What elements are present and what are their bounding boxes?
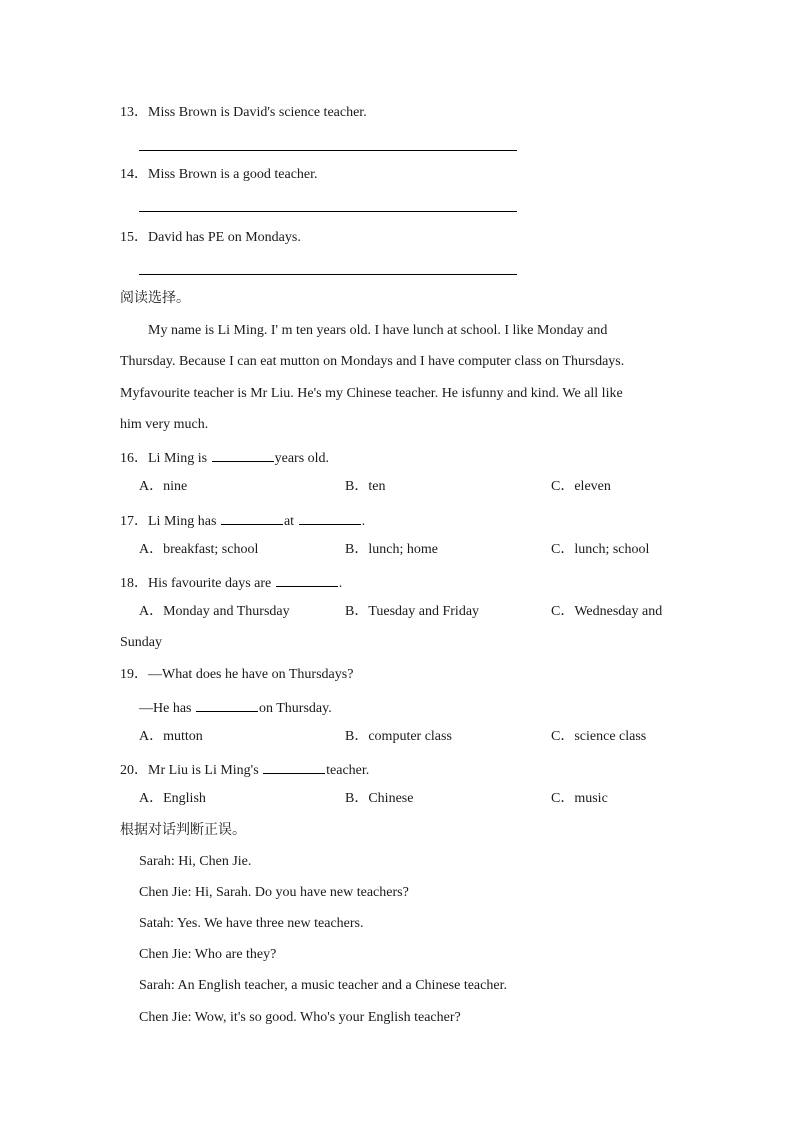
option-b[interactable]: B．Tuesday and Friday [345,604,480,619]
statement-text: David has PE on Mondays. [148,230,301,245]
dialogue-line: Chen Jie: Wow, it's so good. Who's your English teacher? [139,1010,461,1025]
option-a[interactable]: A．nine [139,479,188,494]
question-20 [120,759,369,780]
question-text: Li Ming has [148,514,220,529]
answer-blank[interactable] [196,697,258,712]
question-text: Mr Liu is Li Ming's [148,763,263,778]
statement-number: 15． [120,230,148,245]
option-a[interactable]: A．Monday and Thursday [139,604,290,619]
answer-line-15[interactable] [139,274,517,275]
question-17 [120,510,365,531]
answer-blank[interactable] [212,447,274,462]
passage-line: Thursday. Because I can eat mutton on Mondays and I have computer class on Thursdays. [120,354,625,369]
passage-line: My name is Li Ming. I' m ten years old. I have lunch at school. I like Monday and [148,323,608,338]
statement-text: Miss Brown is a good teacher. [148,167,318,182]
reading-heading: 阅读选择。 [120,290,190,306]
question-text: years old. [274,451,330,466]
question-text: teacher. [326,763,370,778]
question-text: —He has [139,701,195,716]
option-c[interactable]: C．eleven [551,479,611,494]
option-a[interactable]: A．English [139,791,206,806]
question-number: 20． [120,763,148,778]
statement-number: 13． [120,105,148,120]
option-a[interactable]: A．breakfast; school [139,542,259,557]
answer-blank[interactable] [263,759,325,774]
question-text: His favourite days are [148,576,275,591]
statement-13 [120,104,367,122]
statement-number: 14． [120,167,148,182]
answer-line-14[interactable] [139,211,517,212]
passage-line: him very much. [120,417,209,432]
question-text: on Thursday. [259,701,332,716]
answer-blank[interactable] [299,510,361,525]
question-text: at [283,514,298,529]
question-16 [120,447,329,468]
passage-line: Myfavourite teacher is Mr Liu. He's my Chinese teacher. He isfunny and kind. We all like [120,386,623,401]
option-c[interactable]: C．science class [551,729,647,744]
statement-14 [120,166,318,184]
answer-line-13[interactable] [139,150,517,151]
question-number: 16． [120,451,148,466]
option-b[interactable]: B．computer class [345,729,452,744]
dialogue-line: Sarah: Hi, Chen Jie. [139,854,252,869]
question-19 [120,666,353,684]
dialogue-line: Sarah: An English teacher, a music teacher and a Chinese teacher. [139,978,507,993]
statement-text: Miss Brown is David's science teacher. [148,105,367,120]
dialogue-line: Chen Jie: Who are they? [139,947,277,962]
question-text: . [338,576,343,591]
statement-15 [120,229,301,247]
answer-blank[interactable] [276,572,338,587]
option-b[interactable]: B．ten [345,479,386,494]
option-c-continued: Sunday [120,635,162,650]
question-19-answer-line [139,697,332,718]
option-a[interactable]: A．mutton [139,729,203,744]
question-number: 18． [120,576,148,591]
option-c[interactable]: C．music [551,791,608,806]
option-b[interactable]: B．lunch; home [345,542,438,557]
option-b[interactable]: B．Chinese [345,791,414,806]
dialogue-line: Chen Jie: Hi, Sarah. Do you have new teachers? [139,885,409,900]
question-text: Li Ming is [148,451,211,466]
question-number: 17． [120,514,148,529]
dialogue-line: Satah: Yes. We have three new teachers. [139,916,364,931]
question-text: —What does he have on Thursdays? [148,667,354,682]
answer-blank[interactable] [221,510,283,525]
dialogue-heading: 根据对话判断正误。 [120,822,246,838]
question-text: . [361,514,366,529]
option-c[interactable]: C．lunch; school [551,542,650,557]
option-c[interactable]: C．Wednesday and [551,604,663,619]
question-number: 19． [120,667,148,682]
question-18 [120,572,342,593]
